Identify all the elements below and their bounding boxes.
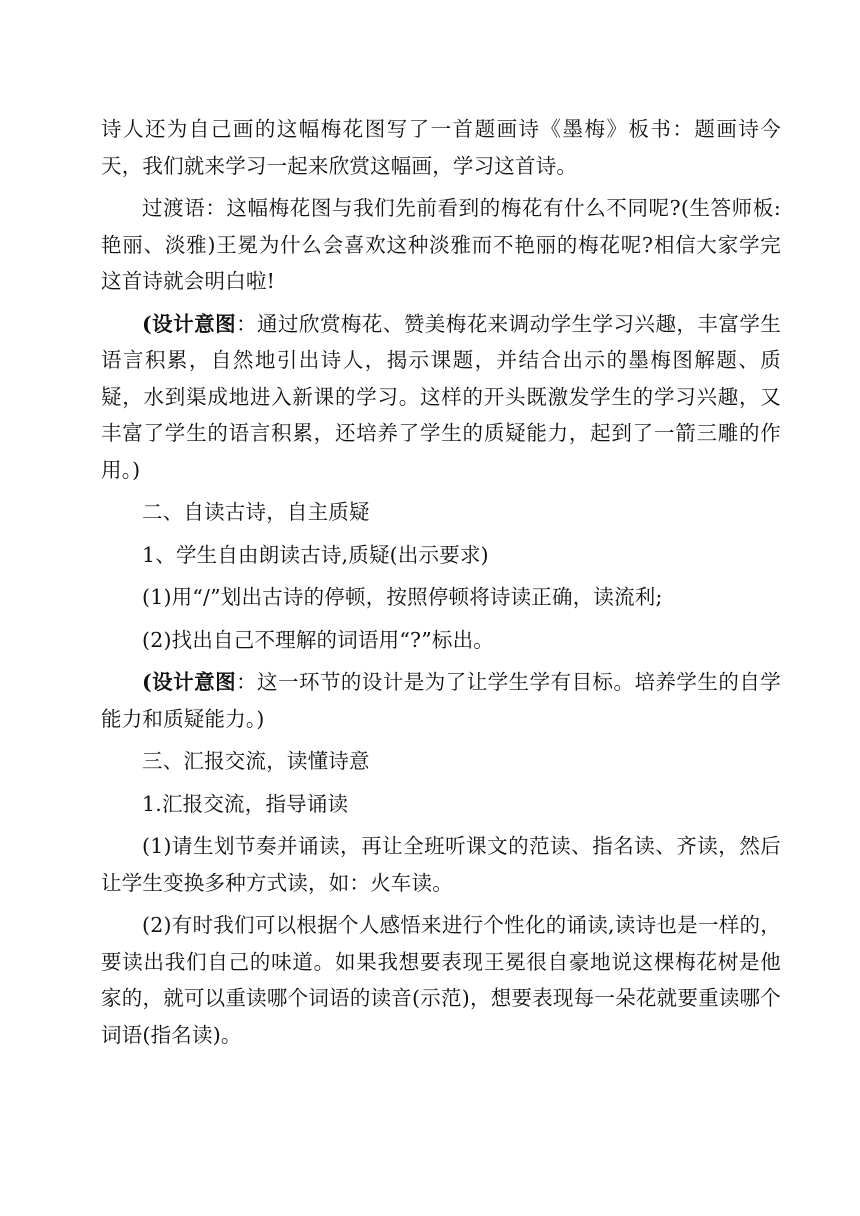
list-item-read-aloud: 1、学生自由朗读古诗,质疑(出示要求) xyxy=(142,542,489,567)
design-intent-text: ：这一环节的设计是为了让学生学有目标。培养学生的自学能力和质疑能力。) xyxy=(101,670,781,731)
design-intent-open-paren: ( xyxy=(142,670,152,694)
list-item-mark-pauses: (1)用“/”划出古诗的停顿，按照停顿将诗读正确，读流利; xyxy=(142,585,663,609)
design-intent-label: 设计意图 xyxy=(151,670,237,694)
design-intent-label: 设计意图 xyxy=(151,311,237,336)
list-item-report: 1.汇报交流，指导诵读 xyxy=(142,791,349,816)
paragraph-poem-intro: 诗人还为自己画的这幅梅花图写了一首题画诗《墨梅》板书：题画诗今天，我们就来学习一起来欣赏这幅画，学习这首诗。 xyxy=(101,117,781,178)
section-heading-3: 三、汇报交流，读懂诗意 xyxy=(142,749,370,773)
design-intent-open-paren: ( xyxy=(142,311,152,336)
design-intent-text: ：通过欣赏梅花、赞美梅花来调动学生学习兴趣，丰富学生语言积累，自然地引出诗人，揭示课题，并结合出示的墨梅图解题、质疑，水到渠成地进入新课的学习。这样的开头既激发学生的学习兴趣，又丰富了学生的语言积累，还培养了学生的质疑能力，起到了一箭三雕的作用。) xyxy=(101,311,781,482)
document-page xyxy=(101,111,781,1053)
paragraph-design-intent-1 xyxy=(101,306,781,489)
paragraph-rhythm-reading: (1)请生划节奏并诵读，再让全班听课文的范读、指名读、齐读，然后让学生变换多种方式读，如：火车读。 xyxy=(101,834,781,895)
paragraph-personal-reading: (2)有时我们可以根据个人感悟来进行个性化的诵读,读诗也是一样的，要读出我们自己的味道。如果我想要表现王冕很自豪地说这棵梅花树是他家的，就可以重读哪个词语的读音(示范)，想要表现每一朵花就要重读哪个词语(指名读)。 xyxy=(101,913,781,1047)
list-item-mark-words: (2)找出自己不理解的词语用“?”标出。 xyxy=(142,627,494,652)
section-heading-2: 二、自读古诗，自主质疑 xyxy=(142,500,370,524)
paragraph-design-intent-2 xyxy=(101,664,781,737)
paragraph-transition: 过渡语：这幅梅花图与我们先前看到的梅花有什么不同呢?(生答师板:艳丽、淡雅)王冕为什么会喜欢这种淡雅而不艳丽的梅花呢?相信大家学完这首诗就会明白啦! xyxy=(101,196,781,293)
